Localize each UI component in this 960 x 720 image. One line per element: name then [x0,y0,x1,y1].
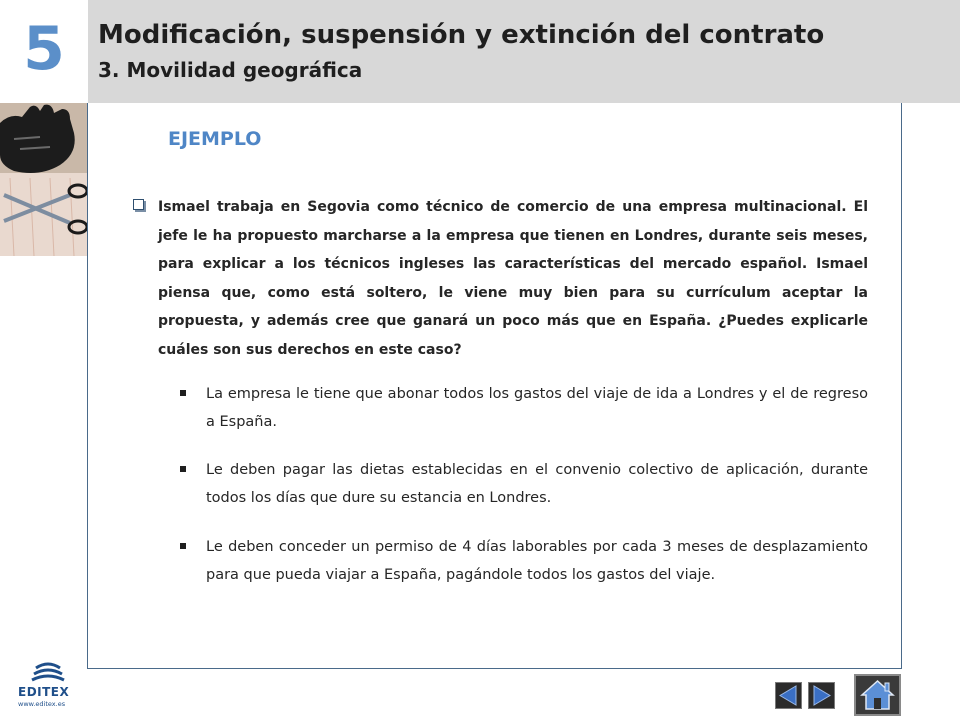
section-label: EJEMPLO [168,128,262,150]
square-bullet-icon [180,390,186,396]
page-title: Modificación, suspensión y extinción del contrato [98,20,825,50]
next-button[interactable] [808,682,835,709]
square-bullet-icon [180,543,186,549]
home-button[interactable] [854,674,901,716]
triangle-right-icon [809,683,834,708]
previous-button[interactable] [775,682,802,709]
answer-item: Le deben pagar las dietas establecidas en el convenio colectivo de aplicación, durante todos los días que dure su estancia en Londres. [206,462,868,506]
page-subtitle: 3. Movilidad geográfica [98,58,363,82]
hand-scissors-image [0,103,88,256]
logo-url: www.editex.es [18,700,66,708]
logo-text: EDITEX [18,685,70,699]
square-bullet-icon [180,466,186,472]
chapter-box [0,0,88,103]
chapter-number: 5 [23,14,65,84]
checkbox-bullet-icon [133,199,144,210]
question-text: Ismael trabaja en Segovia como técnico de comercio de una empresa multinacional. El jefe le ha propuesto marcharse a la empresa que tienen en Londres, durante seis meses, para explicar a los técnicos ingleses las características del mercado español. Ismael piensa que, como está soltero, le viene muy bien para su currículum aceptar la propuesta, y además cree que ganará un poco más que en España. ¿Puedes explicarle cuáles son sus derechos en este caso? [158,199,868,358]
home-icon [856,676,899,714]
triangle-left-icon [776,683,801,708]
answer-item: Le deben conceder un permiso de 4 días laborables por cada 3 meses de desplazamiento para que pueda viajar a España, pagándole todos los gastos del viaje. [206,539,868,583]
answer-item: La empresa le tiene que abonar todos los gastos del viaje de ida a Londres y el de regreso a España. [206,386,868,430]
